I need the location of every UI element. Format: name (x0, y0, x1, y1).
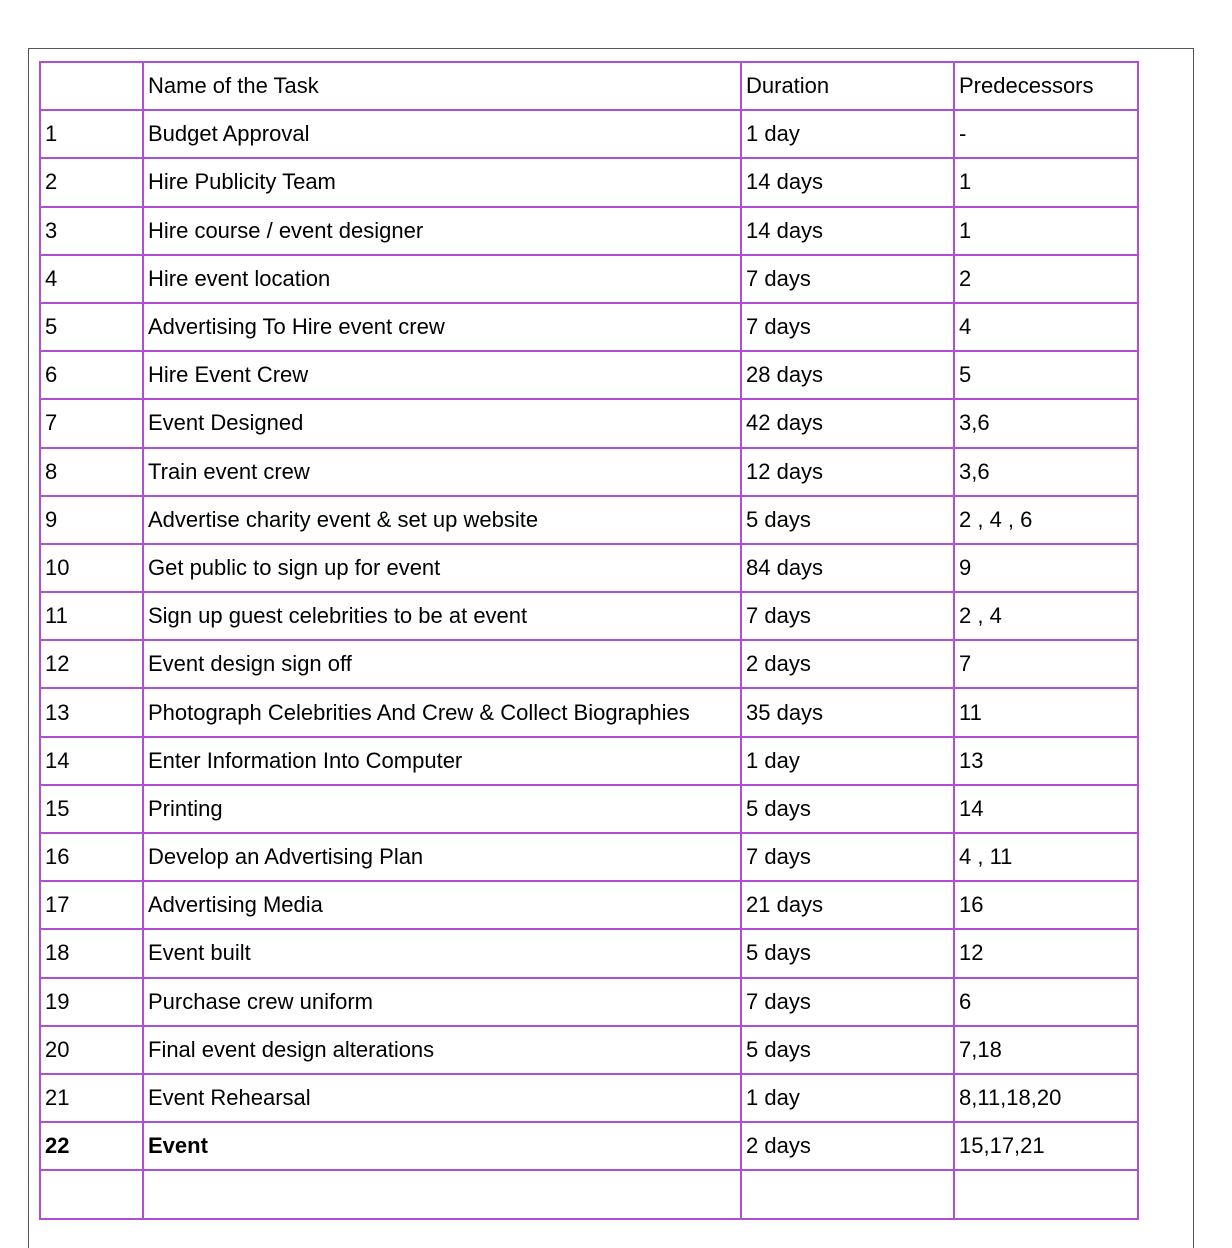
table-row (40, 785, 1138, 833)
task-predecessors-cell: 11 (954, 688, 1138, 736)
task-predecessors-cell: 7,18 (954, 1026, 1138, 1074)
task-id-cell: 20 (40, 1026, 143, 1074)
table-row (40, 158, 1138, 206)
task-name-cell: Photograph Celebrities And Crew & Collect Biographies (143, 688, 741, 736)
table-row (40, 255, 1138, 303)
task-id-cell: 10 (40, 544, 143, 592)
task-id-cell: 21 (40, 1074, 143, 1122)
task-duration-cell: 5 days (741, 1026, 954, 1074)
table-row (40, 544, 1138, 592)
task-name-cell: Enter Information Into Computer (143, 737, 741, 785)
table-row (40, 303, 1138, 351)
task-predecessors-cell: 1 (954, 158, 1138, 206)
task-predecessors-cell: 2 , 4 , 6 (954, 496, 1138, 544)
task-duration-cell: 28 days (741, 351, 954, 399)
table-row (40, 1026, 1138, 1074)
task-id-cell: 19 (40, 978, 143, 1026)
task-name-cell: Develop an Advertising Plan (143, 833, 741, 881)
table-row (40, 833, 1138, 881)
task-duration-cell: 5 days (741, 496, 954, 544)
table-row (40, 399, 1138, 447)
task-id-cell: 18 (40, 929, 143, 977)
task-predecessors-cell: 5 (954, 351, 1138, 399)
task-id-cell: 11 (40, 592, 143, 640)
task-name-cell: Hire event location (143, 255, 741, 303)
task-id-cell: 13 (40, 688, 143, 736)
task-id-cell: 1 (40, 110, 143, 158)
task-table (39, 61, 1139, 1220)
task-name-cell: Event built (143, 929, 741, 977)
task-name-cell: Hire course / event designer (143, 207, 741, 255)
task-name-cell: Hire Event Crew (143, 351, 741, 399)
task-predecessors-cell: 15,17,21 (954, 1122, 1138, 1170)
task-id-cell: 22 (40, 1122, 143, 1170)
table-row (40, 978, 1138, 1026)
task-duration-cell: 14 days (741, 158, 954, 206)
task-predecessors-cell: 13 (954, 737, 1138, 785)
task-duration-cell: 1 day (741, 110, 954, 158)
task-name-cell: Advertising To Hire event crew (143, 303, 741, 351)
task-duration-cell: 7 days (741, 978, 954, 1026)
task-name-cell: Sign up guest celebrities to be at event (143, 592, 741, 640)
task-predecessors-cell: 14 (954, 785, 1138, 833)
empty-cell (40, 1170, 143, 1218)
task-id-cell: 8 (40, 448, 143, 496)
task-duration-cell: 2 days (741, 1122, 954, 1170)
empty-row (40, 1170, 1138, 1218)
task-id-cell: 15 (40, 785, 143, 833)
task-id-cell: 7 (40, 399, 143, 447)
task-predecessors-cell: 8,11,18,20 (954, 1074, 1138, 1122)
task-predecessors-cell: 9 (954, 544, 1138, 592)
task-name-cell: Final event design alterations (143, 1026, 741, 1074)
task-duration-cell: 7 days (741, 592, 954, 640)
task-id-cell: 3 (40, 207, 143, 255)
header-name: Name of the Task (143, 62, 741, 110)
task-predecessors-cell: 2 , 4 (954, 592, 1138, 640)
task-id-cell: 14 (40, 737, 143, 785)
task-predecessors-cell: 4 (954, 303, 1138, 351)
task-id-cell: 6 (40, 351, 143, 399)
header-duration: Duration (741, 62, 954, 110)
task-duration-cell: 21 days (741, 881, 954, 929)
task-duration-cell: 84 days (741, 544, 954, 592)
empty-cell (741, 1170, 954, 1218)
task-id-cell: 16 (40, 833, 143, 881)
task-duration-cell: 7 days (741, 255, 954, 303)
task-id-cell: 12 (40, 640, 143, 688)
task-predecessors-cell: 2 (954, 255, 1138, 303)
header-row (40, 62, 1138, 110)
task-predecessors-cell: 16 (954, 881, 1138, 929)
task-predecessors-cell: 7 (954, 640, 1138, 688)
task-duration-cell: 2 days (741, 640, 954, 688)
header-predecessors: Predecessors (954, 62, 1138, 110)
task-predecessors-cell: 3,6 (954, 448, 1138, 496)
header-id (40, 62, 143, 110)
task-name-cell: Budget Approval (143, 110, 741, 158)
table-row (40, 640, 1138, 688)
task-duration-cell: 1 day (741, 737, 954, 785)
task-duration-cell: 42 days (741, 399, 954, 447)
table-row (40, 207, 1138, 255)
task-predecessors-cell: 1 (954, 207, 1138, 255)
task-predecessors-cell: 12 (954, 929, 1138, 977)
task-id-cell: 4 (40, 255, 143, 303)
task-name-cell: Printing (143, 785, 741, 833)
task-predecessors-cell: 3,6 (954, 399, 1138, 447)
task-name-cell: Hire Publicity Team (143, 158, 741, 206)
task-duration-cell: 5 days (741, 785, 954, 833)
task-duration-cell: 1 day (741, 1074, 954, 1122)
table-row (40, 351, 1138, 399)
task-duration-cell: 14 days (741, 207, 954, 255)
table-row (40, 737, 1138, 785)
task-name-cell: Purchase crew uniform (143, 978, 741, 1026)
task-id-cell: 5 (40, 303, 143, 351)
task-name-cell: Advertising Media (143, 881, 741, 929)
table-row (40, 881, 1138, 929)
task-predecessors-cell: 6 (954, 978, 1138, 1026)
task-name-cell: Event (143, 1122, 741, 1170)
task-id-cell: 17 (40, 881, 143, 929)
table-row (40, 929, 1138, 977)
task-id-cell: 9 (40, 496, 143, 544)
empty-cell (143, 1170, 741, 1218)
task-name-cell: Event design sign off (143, 640, 741, 688)
task-duration-cell: 7 days (741, 303, 954, 351)
task-predecessors-cell: 4 , 11 (954, 833, 1138, 881)
table-row (40, 496, 1138, 544)
task-duration-cell: 5 days (741, 929, 954, 977)
task-predecessors-cell: - (954, 110, 1138, 158)
task-id-cell: 2 (40, 158, 143, 206)
table-row (40, 110, 1138, 158)
table-row (40, 592, 1138, 640)
task-name-cell: Event Designed (143, 399, 741, 447)
task-name-cell: Train event crew (143, 448, 741, 496)
task-name-cell: Event Rehearsal (143, 1074, 741, 1122)
task-duration-cell: 7 days (741, 833, 954, 881)
empty-cell (954, 1170, 1138, 1218)
table-row (40, 1122, 1138, 1170)
table-row (40, 1074, 1138, 1122)
table-row (40, 688, 1138, 736)
task-duration-cell: 35 days (741, 688, 954, 736)
table-row (40, 448, 1138, 496)
task-name-cell: Get public to sign up for event (143, 544, 741, 592)
task-name-cell: Advertise charity event & set up website (143, 496, 741, 544)
task-duration-cell: 12 days (741, 448, 954, 496)
